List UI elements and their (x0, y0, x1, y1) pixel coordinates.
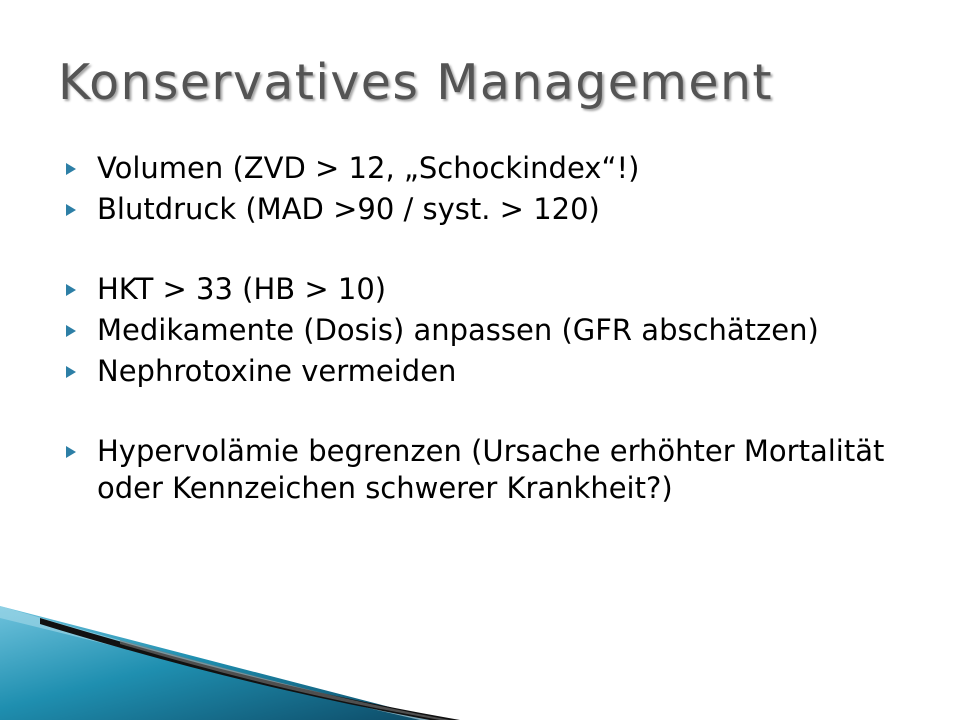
bullet-item (66, 191, 936, 228)
bullet-text: Nephrotoxine vermeiden (97, 354, 457, 388)
triangle-right-icon (66, 163, 76, 175)
bullet-item (66, 271, 936, 308)
bullet-item (66, 433, 936, 507)
bullet-list (66, 150, 936, 511)
slide-title: Konservatives Management (58, 54, 774, 111)
triangle-right-icon (66, 204, 76, 216)
bullet-text: Volumen (ZVD > 12, „Schockindex“!) (97, 151, 640, 185)
triangle-right-icon (66, 284, 76, 296)
bottom-left-swoosh (0, 606, 460, 720)
bullet-text: Medikamente (Dosis) anpassen (GFR abschätzen) (97, 313, 819, 347)
triangle-right-icon (66, 325, 76, 337)
triangle-right-icon (66, 446, 76, 458)
bullet-text: Blutdruck (MAD >90 / syst. > 120) (97, 192, 600, 226)
bullet-text: Hypervolämie begrenzen (Ursache erhöhter Mortalität oder Kennzeichen schwerer Krankheit?) (97, 434, 885, 505)
triangle-right-icon (66, 366, 76, 378)
bullet-text: HKT > 33 (HB > 10) (97, 272, 387, 306)
bullet-item (66, 312, 936, 349)
bullet-item (66, 353, 936, 390)
bullet-item (66, 150, 936, 187)
